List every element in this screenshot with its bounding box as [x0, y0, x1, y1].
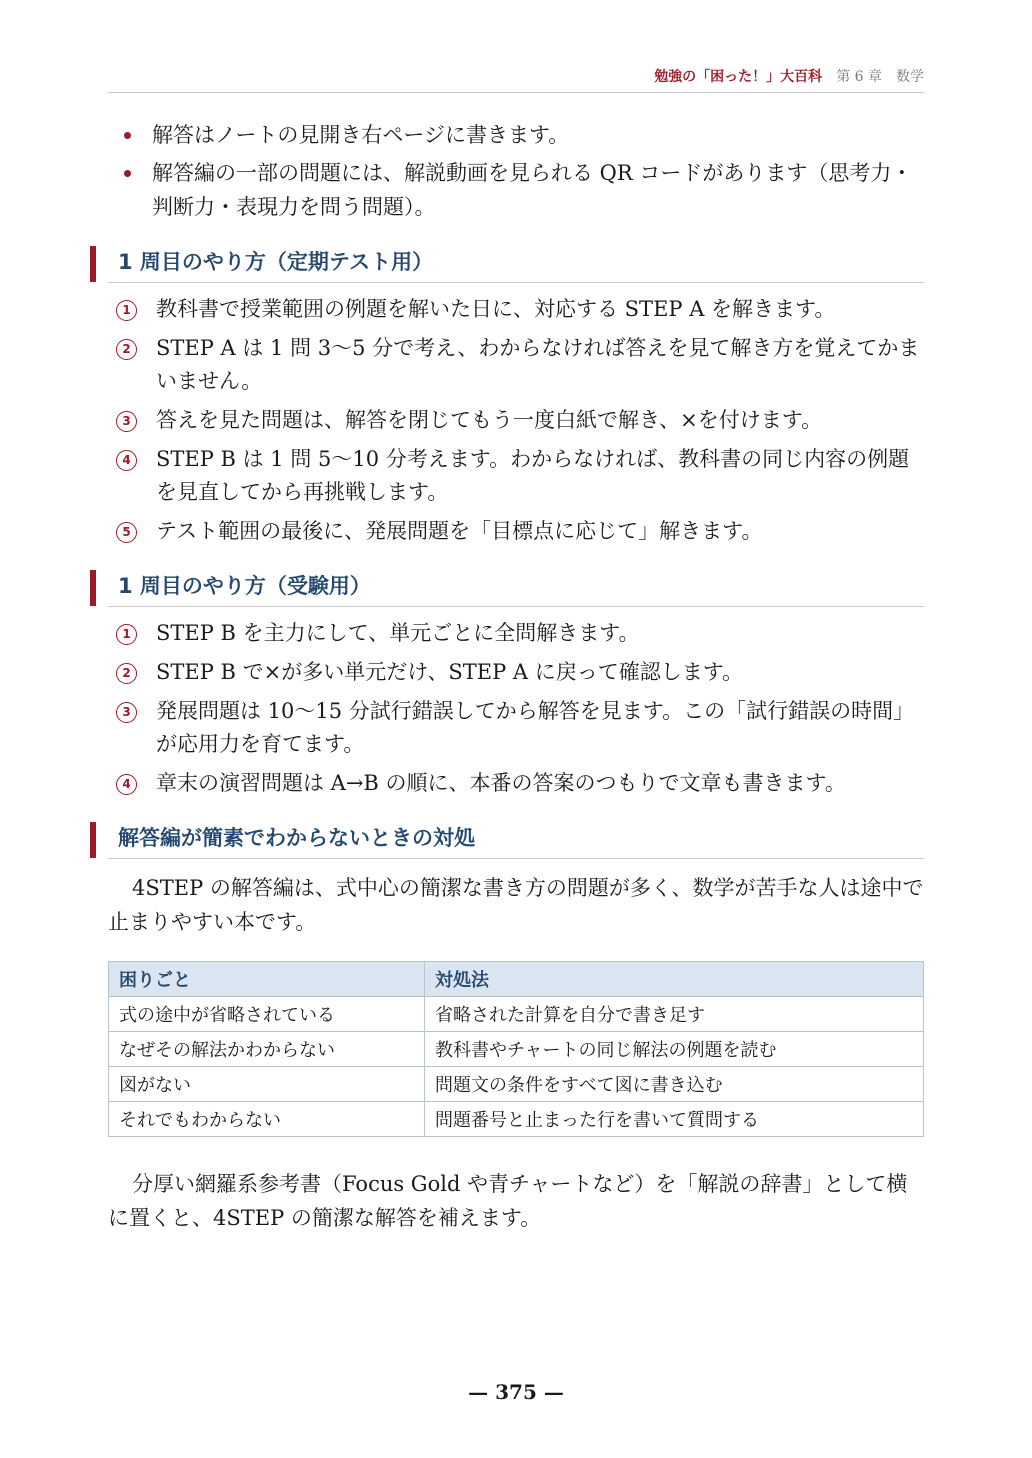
chapter-label: 第 6 章 数学 — [836, 69, 924, 85]
heading-bar-icon — [90, 570, 96, 606]
page-number: — 375 — — [468, 1380, 564, 1404]
step-number-icon: 3 — [116, 702, 137, 723]
step-number-icon: 1 — [116, 300, 137, 321]
section-heading-answer-help — [108, 822, 924, 859]
step-item: 4 章末の演習問題は A→B の順に、本番の答案のつもりで文章も書きます。 — [108, 767, 924, 800]
table-row — [109, 1067, 924, 1102]
book-title: 勉強の「困った！」大百科 — [654, 69, 823, 85]
step-number-icon: 5 — [116, 522, 137, 543]
section-title: 1 周目のやり方（受験用） — [118, 574, 371, 598]
table-row — [109, 1102, 924, 1137]
heading-bar-icon — [90, 246, 96, 282]
body-paragraph: 4STEP の解答編は、式中心の簡潔な書き方の問題が多く、数学が苦手な人は途中で止まりやすい本です。 — [108, 876, 924, 934]
step-item: 1 STEP B を主力にして、単元ごとに全問解きます。 — [108, 617, 924, 650]
step-item: 5 テスト範囲の最後に、発展問題を「目標点に応じて」解きます。 — [108, 515, 924, 548]
column-header: 対処法 — [425, 962, 924, 997]
entrance-exam-steps — [108, 617, 924, 800]
running-header — [108, 66, 924, 93]
table-cell: なぜその解法かわからない — [109, 1032, 425, 1067]
step-item: 3 答えを見た問題は、解答を閉じてもう一度白紙で解き、×を付けます。 — [108, 404, 924, 437]
page-content — [108, 118, 924, 1235]
table-cell: それでもわからない — [109, 1102, 425, 1137]
section-title: 解答編が簡素でわからないときの対処 — [118, 826, 475, 850]
step-number-icon: 4 — [116, 774, 137, 795]
bullet-dot-icon — [124, 170, 131, 177]
table-cell: 問題文の条件をすべて図に書き込む — [425, 1067, 924, 1102]
intro-bullet-list — [108, 118, 924, 224]
section-heading-entrance-exam — [108, 570, 924, 607]
bullet-item: 解答はノートの見開き右ページに書きます。 — [108, 118, 924, 152]
bullet-item: 解答編の一部の問題には、解説動画を見られる QR コードがあります（思考力・判断力・表現力を問う問題）。 — [108, 156, 924, 224]
step-number-icon: 3 — [116, 411, 137, 432]
table-cell: 省略された計算を自分で書き足す — [425, 997, 924, 1032]
step-number-icon: 1 — [116, 624, 137, 645]
step-number-icon: 2 — [116, 339, 137, 360]
bullet-dot-icon — [124, 132, 131, 139]
table-row — [109, 1032, 924, 1067]
regular-test-steps — [108, 293, 924, 548]
table-cell: 教科書やチャートの同じ解法の例題を読む — [425, 1032, 924, 1067]
table-cell: 問題番号と止まった行を書いて質問する — [425, 1102, 924, 1137]
troubleshoot-table — [108, 961, 924, 1137]
step-item: 4 STEP B は 1 問 5〜10 分考えます。わからなければ、教科書の同じ内容の例題を見直してから再挑戦します。 — [108, 443, 924, 509]
table-cell: 式の途中が省略されている — [109, 997, 425, 1032]
step-number-icon: 4 — [116, 450, 137, 471]
section-heading-regular-test — [108, 246, 924, 283]
step-item: 1 教科書で授業範囲の例題を解いた日に、対応する STEP A を解きます。 — [108, 293, 924, 326]
closing-paragraph: 分厚い網羅系参考書（Focus Gold や青チャートなど）を「解説の辞書」として横に置くと、4STEP の簡潔な解答を補えます。 — [108, 1172, 908, 1230]
step-item: 2 STEP A は 1 問 3〜5 分で考え、わからなければ答えを見て解き方を覚えてかまいません。 — [108, 332, 924, 398]
heading-bar-icon — [90, 822, 96, 858]
section-title: 1 周目のやり方（定期テスト用） — [118, 250, 434, 274]
step-item: 2 STEP B で×が多い単元だけ、STEP A に戻って確認します。 — [108, 656, 924, 689]
table-row — [109, 997, 924, 1032]
column-header: 困りごと — [109, 962, 425, 997]
table-header-row — [109, 962, 924, 997]
step-item: 3 発展問題は 10〜15 分試行錯誤してから解答を見ます。この「試行錯誤の時間」が応用力を育てます。 — [108, 695, 924, 761]
step-number-icon: 2 — [116, 663, 137, 684]
table-cell: 図がない — [109, 1067, 425, 1102]
